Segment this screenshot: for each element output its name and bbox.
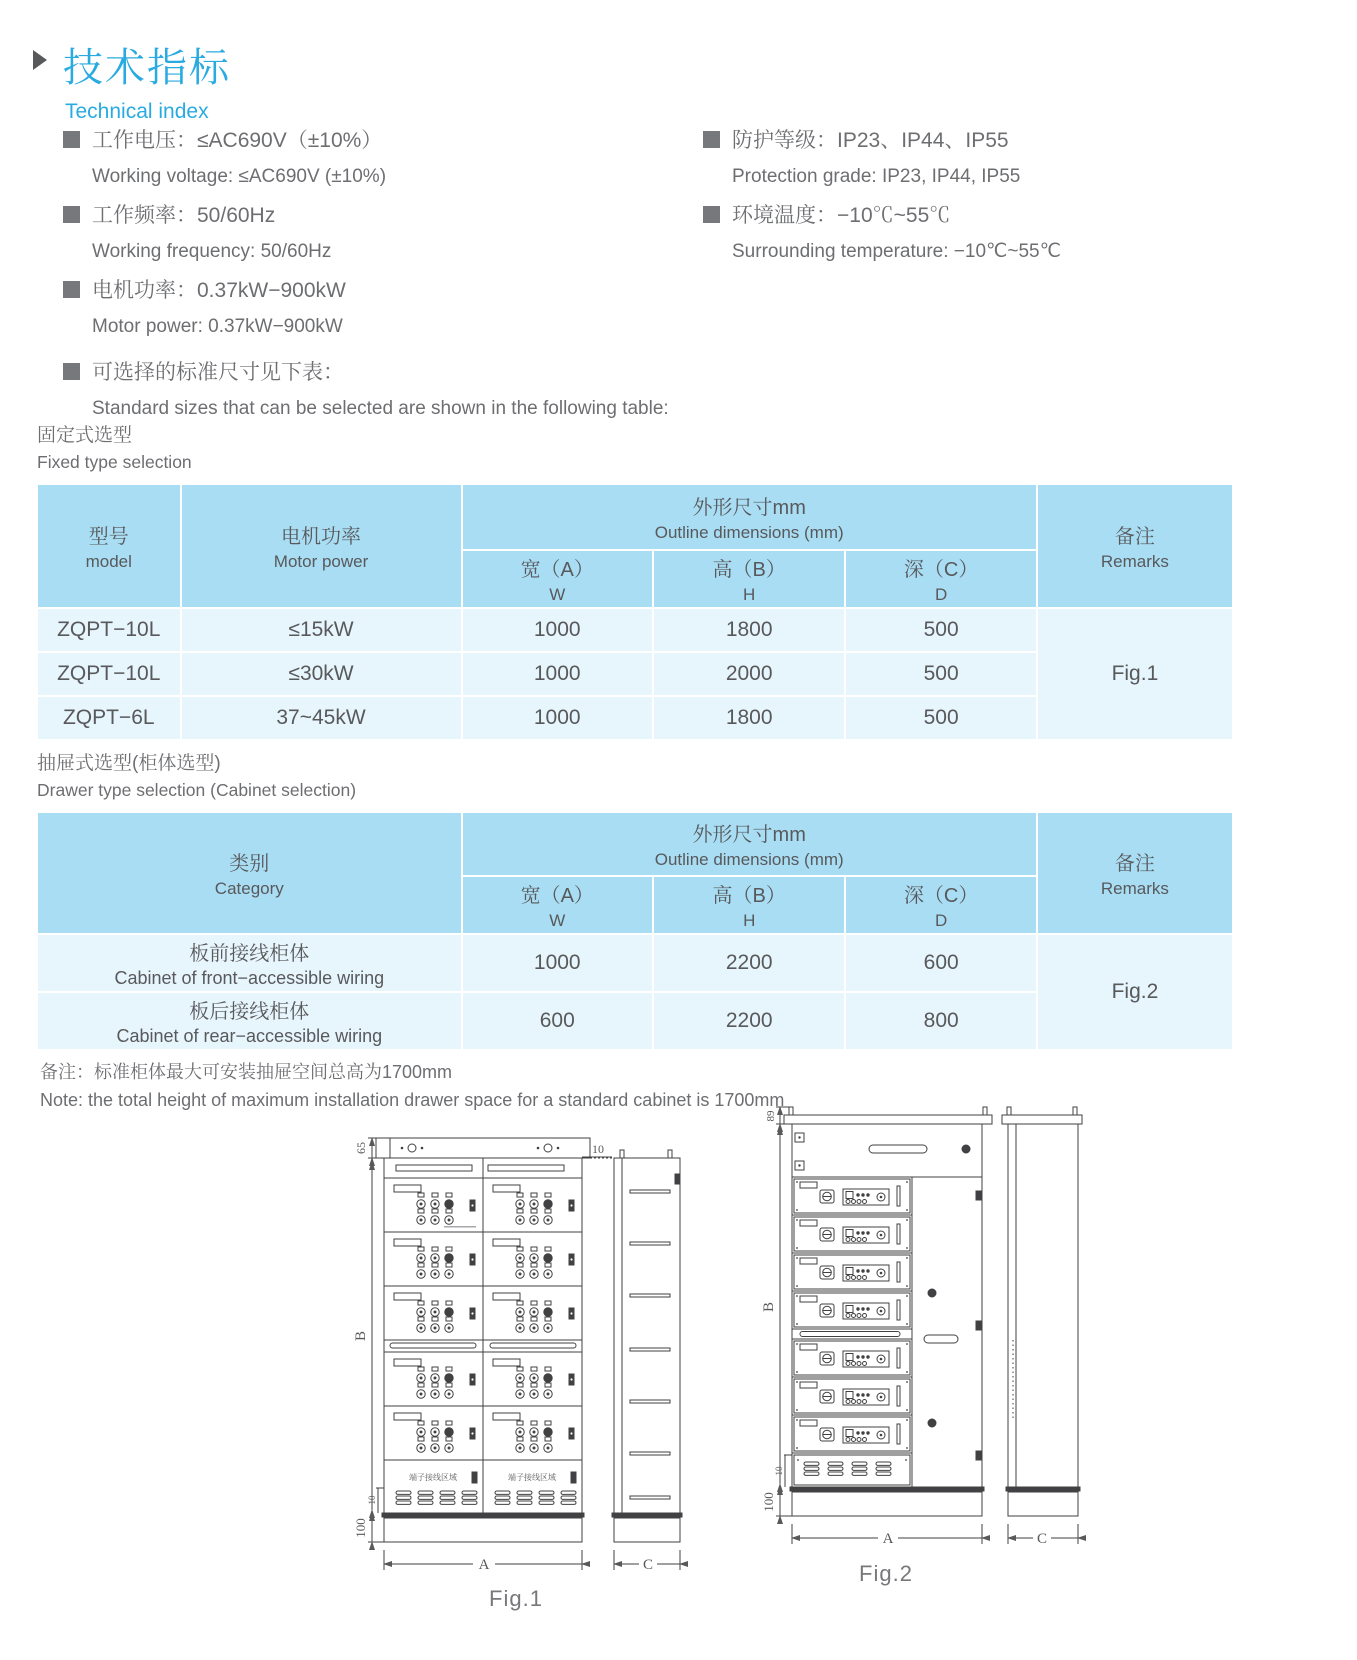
cell-depth: 800 [845, 992, 1036, 1050]
drawer-type-section-title [37, 748, 356, 801]
spec-item-table-intro [63, 352, 1323, 427]
table-row [37, 934, 1233, 992]
cell-category: 板后接线柜体 Cabinet of rear−accessible wiring [37, 992, 462, 1050]
cell-height: 2200 [653, 934, 846, 992]
dim-label-vent-height: 10 [367, 1495, 377, 1505]
header-cell-category: 类别 Category [37, 812, 462, 934]
section-arrow-icon [33, 50, 47, 70]
bullet-square-icon [703, 206, 720, 223]
terminal-area-label: 端子接线区域 [409, 1473, 457, 1482]
cell-width: 1000 [462, 696, 653, 740]
bullet-square-icon [63, 131, 80, 148]
spec-text-en: Working frequency: 50/60Hz [92, 241, 332, 262]
dim-label-base-height: 100 [353, 1518, 368, 1538]
header-cell-width: 宽（A） W [462, 550, 653, 608]
figure-1 [332, 1122, 700, 1612]
cell-depth: 600 [845, 934, 1036, 992]
cell-model: ZQPT−6L [37, 696, 181, 740]
dim-label-cap-height: 65 [354, 1142, 368, 1154]
spec-text-en: Standard sizes that can be selected are shown in the following table: [92, 398, 669, 419]
fig2-cabinet-drawing [686, 1085, 1086, 1552]
section-title-en: Drawer type selection (Cabinet selection) [37, 780, 357, 800]
spec-item-motor-power [63, 270, 1323, 345]
fig1-cabinet-drawing [332, 1122, 700, 1577]
dimension-lines [776, 1107, 1078, 1544]
spec-text-en: Protection grade: IP23, IP44, IP55 [732, 166, 1021, 187]
spec-text-zh: 工作电压：≤AC690V（±10%） [92, 129, 383, 152]
terminal-area-label: 端子接线区域 [508, 1473, 556, 1482]
dim-label-width: A [882, 1531, 894, 1547]
spec-column-right [703, 120, 1061, 270]
cabinet-front-view [784, 1107, 992, 1516]
spec-text-zh: 可选择的标准尺寸见下表： [92, 361, 344, 384]
header-cell-dimensions: 外形尺寸mm Outline dimensions (mm) [462, 484, 1037, 550]
spec-text-zh: 工作频率：50/60Hz [92, 204, 276, 227]
page-header [33, 36, 231, 124]
header-cell-height: 高（B） H [653, 550, 846, 608]
cell-width: 1000 [462, 652, 653, 696]
spec-text-en: Motor power: 0.37kW−900kW [92, 316, 343, 337]
cell-height: 1800 [653, 696, 846, 740]
figure-2 [686, 1085, 1086, 1587]
spec-text-zh: 防护等级：IP23、IP44、IP55 [732, 129, 1009, 152]
bullet-square-icon [63, 206, 80, 223]
dim-label-width: A [478, 1557, 490, 1573]
bullet-square-icon [703, 131, 720, 148]
cabinet-side-view [1002, 1107, 1082, 1516]
note-en: Note: the total height of maximum installation drawer space for a standard cabinet is 1700mm [40, 1090, 785, 1110]
spec-item-frequency [63, 195, 1323, 270]
section-title-en: Fixed type selection [37, 452, 192, 472]
cell-height: 1800 [653, 608, 846, 652]
header-cell-remarks: 备注 Remarks [1037, 484, 1233, 608]
dim-label-vent-height: 10 [774, 1466, 784, 1476]
dim-label-depth: C [642, 1557, 654, 1573]
cell-width: 1000 [462, 608, 653, 652]
note-zh: 备注：标准柜体最大可安装抽屉空间总高为1700mm [40, 1062, 453, 1082]
spec-item-temperature [703, 195, 1061, 270]
header-cell-remarks: 备注 Remarks [1037, 812, 1233, 934]
spec-text-zh: 电机功率：0.37kW−900kW [92, 279, 346, 302]
header-cell-power: 电机功率 Motor power [181, 484, 462, 608]
cell-width: 600 [462, 992, 653, 1050]
spec-text-en: Surrounding temperature: −10℃~55℃ [732, 241, 1061, 262]
spec-list [63, 120, 1323, 427]
cell-width: 1000 [462, 934, 653, 992]
spec-item-protection [703, 120, 1061, 195]
section-title-zh: 固定式选型 [37, 425, 133, 446]
cell-power: ≤30kW [181, 652, 462, 696]
header-cell-width: 宽（A） W [462, 876, 653, 934]
header-cell-depth: 深（C） D [845, 876, 1036, 934]
cell-model: ZQPT−10L [37, 608, 181, 652]
dim-label-depth: C [1036, 1531, 1048, 1547]
header-cell-dimensions: 外形尺寸mm Outline dimensions (mm) [462, 812, 1037, 876]
cell-power: ≤15kW [181, 608, 462, 652]
drawer-type-table [37, 812, 1233, 1050]
dim-label-body-height: B [353, 1330, 369, 1342]
dim-label-cap-height: 89 [765, 1110, 777, 1122]
header-cell-height: 高（B） H [653, 876, 846, 934]
page-title: 技术指标 [63, 46, 231, 90]
cell-model: ZQPT−10L [37, 652, 181, 696]
dim-label-base-height: 100 [761, 1492, 776, 1512]
header-cell-depth: 深（C） D [845, 550, 1036, 608]
spec-item-voltage [63, 120, 1323, 195]
figure-2-caption: Fig.2 [859, 1561, 913, 1586]
cell-category: 板前接线柜体 Cabinet of front−accessible wiring [37, 934, 462, 992]
cell-depth: 500 [845, 608, 1036, 652]
spec-column-left [63, 120, 1323, 427]
cell-height: 2000 [653, 652, 846, 696]
table-note [40, 1058, 784, 1111]
cell-remark: Fig.1 [1037, 608, 1233, 740]
figure-1-caption: Fig.1 [489, 1586, 543, 1611]
dim-label-body-height: B [761, 1301, 777, 1313]
page-subtitle: Technical index [65, 100, 209, 123]
table-row [37, 608, 1233, 652]
fixed-type-table [37, 484, 1233, 740]
cell-depth: 500 [845, 696, 1036, 740]
fixed-type-section-title [37, 420, 192, 473]
spec-text-zh: 环境温度：−10℃~55℃ [732, 204, 951, 227]
cell-height: 2200 [653, 992, 846, 1050]
dim-label-cap-offset: 10 [592, 1142, 604, 1156]
cell-depth: 500 [845, 652, 1036, 696]
cabinet-side-view [612, 1150, 682, 1542]
bullet-square-icon [63, 281, 80, 298]
header-cell-model: 型号 model [37, 484, 181, 608]
cell-power: 37~45kW [181, 696, 462, 740]
cell-remark: Fig.2 [1037, 934, 1233, 1050]
spec-text-en: Working voltage: ≤AC690V (±10%) [92, 166, 387, 187]
section-title-zh: 抽屉式选型(柜体选型) [37, 753, 221, 774]
bullet-square-icon [63, 363, 80, 380]
